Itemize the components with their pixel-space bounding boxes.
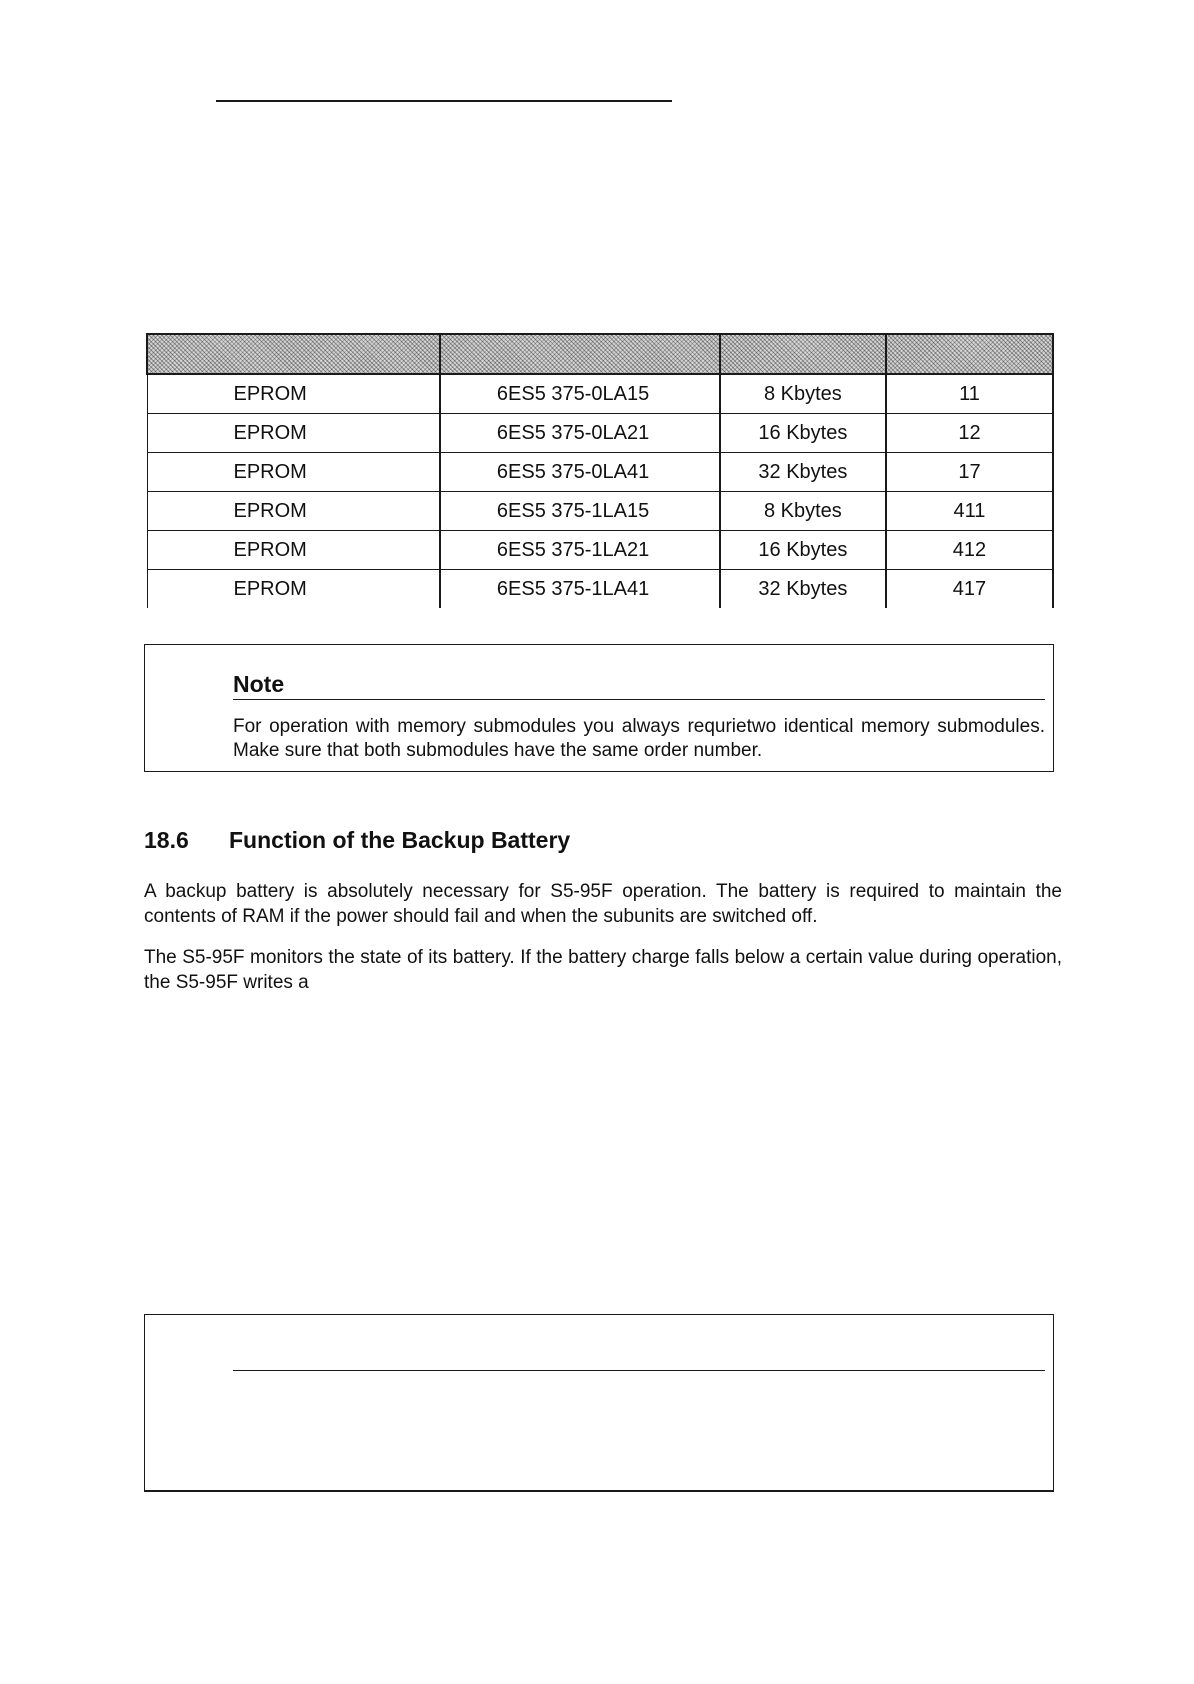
header-rule	[216, 100, 672, 102]
memory-submodule-table	[146, 333, 1054, 608]
table-row	[147, 492, 1053, 531]
cell-order-number: 6ES5 375-0LA15	[440, 374, 720, 414]
cell-type: EPROM	[147, 414, 440, 453]
cell-capacity: 16 Kbytes	[720, 531, 886, 570]
cell-capacity: 8 Kbytes	[720, 492, 886, 531]
cell-capacity: 8 Kbytes	[720, 374, 886, 414]
section-number: 18.6	[144, 827, 189, 853]
note-text: For operation with memory submodules you always requrietwo identical memory submodules. Make sure that both submodules have the same order number.	[233, 716, 1045, 761]
cell-order-number: 6ES5 375-1LA41	[440, 570, 720, 609]
cell-type: EPROM	[147, 531, 440, 570]
table-header-row	[147, 334, 1053, 374]
note-title-rule	[233, 1370, 1045, 1371]
cell-type: EPROM	[147, 570, 440, 609]
cell-order-number: 6ES5 375-0LA41	[440, 453, 720, 492]
table-row	[147, 570, 1053, 609]
cell-order-number: 6ES5 375-1LA15	[440, 492, 720, 531]
header-cell-type	[147, 334, 440, 374]
cell-id: 412	[886, 531, 1053, 570]
cell-capacity: 32 Kbytes	[720, 570, 886, 609]
table-row	[147, 374, 1053, 414]
cell-type: EPROM	[147, 374, 440, 414]
note-title: Note	[233, 671, 1045, 700]
table-row	[147, 531, 1053, 570]
header-cell-order-number	[440, 334, 720, 374]
cell-id: 11	[886, 374, 1053, 414]
header-cell-capacity	[720, 334, 886, 374]
cell-id: 17	[886, 453, 1053, 492]
cell-capacity: 32 Kbytes	[720, 453, 886, 492]
table-row	[147, 414, 1053, 453]
cell-type: EPROM	[147, 492, 440, 531]
cell-order-number: 6ES5 375-1LA21	[440, 531, 720, 570]
cell-order-number: 6ES5 375-0LA21	[440, 414, 720, 453]
note-box	[144, 644, 1054, 772]
cell-id: 417	[886, 570, 1053, 609]
header-cell-id	[886, 334, 1053, 374]
table-row	[147, 453, 1053, 492]
cell-id: 12	[886, 414, 1053, 453]
empty-note-box	[144, 1314, 1054, 1492]
section-title: Function of the Backup Battery	[229, 827, 571, 853]
cell-capacity: 16 Kbytes	[720, 414, 886, 453]
paragraph: The S5-95F monitors the state of its battery. If the battery charge falls below a certain value during operation, the S5-95F writes a	[144, 947, 1062, 993]
cell-type: EPROM	[147, 453, 440, 492]
section-heading	[144, 826, 570, 854]
cell-id: 411	[886, 492, 1053, 531]
paragraph: A backup battery is absolutely necessary for S5-95F operation. The battery is required to maintain the contents of RAM if the power should fail and when the subunits are switched off.	[144, 881, 1062, 927]
